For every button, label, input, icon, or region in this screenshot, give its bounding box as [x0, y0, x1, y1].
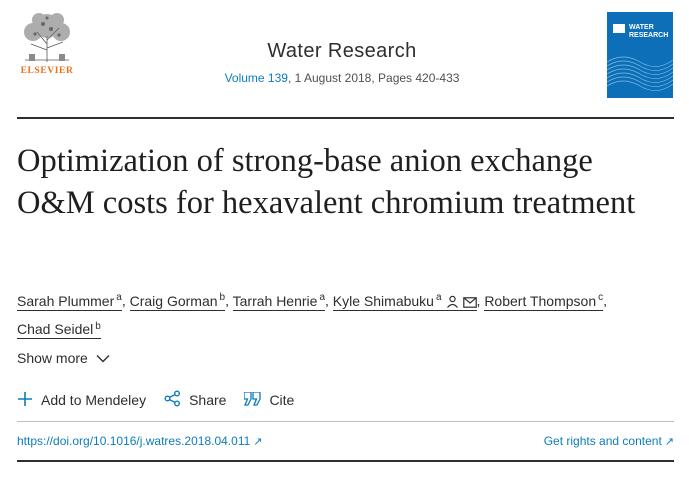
elsevier-wordmark: ELSEVIER [20, 66, 74, 76]
issue-details: , 1 August 2018, Pages 420-433 [287, 71, 460, 85]
rights-text: Get rights and content [543, 434, 662, 448]
author-item [333, 293, 477, 311]
affiliation-marker: c [598, 292, 604, 303]
plus-icon [17, 391, 33, 410]
author-name: Chad Seidel [17, 321, 94, 338]
affiliation-marker: a [116, 292, 122, 303]
affiliation-marker: a [319, 292, 326, 303]
cite-button[interactable] [244, 392, 294, 409]
share-label: Share [189, 392, 227, 408]
author-item [17, 293, 122, 311]
cover-title-line1: WATER [629, 24, 654, 31]
issue-line [167, 71, 517, 85]
separator: , [121, 292, 126, 309]
show-more-label: Show more [17, 350, 88, 366]
author-link[interactable] [233, 293, 325, 311]
external-link-icon: ↗ [664, 436, 674, 448]
envelope-icon [463, 291, 477, 315]
cite-label: Cite [269, 392, 295, 408]
footer-divider [17, 460, 674, 462]
cover-title-line2: RESEARCH [629, 32, 669, 39]
journal-info [167, 40, 517, 85]
article-actions [17, 390, 312, 410]
author-name: Kyle Shimabuku [332, 292, 434, 309]
rights-and-content-link[interactable] [544, 434, 674, 448]
share-button[interactable] [164, 390, 226, 410]
author-link[interactable] [130, 293, 225, 311]
elsevier-tree-logo[interactable] [17, 10, 77, 76]
author-item [17, 321, 101, 339]
separator: , [325, 292, 329, 309]
author-link[interactable] [17, 293, 122, 311]
author-item [233, 293, 325, 311]
person-icon [446, 291, 459, 315]
journal-title-link[interactable]: Water Research [267, 40, 417, 62]
author-link[interactable] [333, 293, 477, 311]
add-to-mendeley-button[interactable] [17, 391, 146, 410]
doi-text: https://doi.org/10.1016/j.watres.2018.04.011 [17, 434, 251, 448]
author-name: Sarah Plummer [17, 292, 115, 309]
separator: , [225, 292, 229, 309]
author-name: Tarrah Henrie [232, 292, 318, 309]
share-icon [164, 390, 181, 410]
separator: , [603, 292, 608, 309]
author-link[interactable] [484, 293, 603, 311]
external-link-icon: ↗ [253, 436, 263, 448]
author-link[interactable] [17, 321, 101, 339]
author-item [484, 293, 603, 311]
article-title: Optimization of strong-base anion exchange O&M costs for hexavalent chromium treatment [17, 143, 636, 221]
chevron-down-icon [96, 350, 110, 366]
separator: , [476, 292, 481, 309]
journal-cover[interactable] [607, 12, 673, 98]
affiliation-marker: a [435, 292, 442, 303]
quote-icon [244, 392, 261, 409]
author-list [17, 286, 677, 341]
article-header [17, 10, 674, 118]
mendeley-label: Add to Mendeley [41, 392, 147, 408]
author-name: Craig Gorman [129, 292, 218, 309]
author-item [130, 293, 225, 311]
author-name: Robert Thompson [484, 292, 597, 309]
show-more-button[interactable] [17, 350, 110, 366]
volume-link[interactable]: Volume 139 [224, 71, 288, 85]
actions-divider [17, 421, 674, 422]
affiliation-marker: b [219, 292, 226, 303]
affiliation-marker: b [95, 320, 101, 332]
doi-link[interactable] [17, 434, 263, 448]
header-divider [17, 117, 674, 119]
